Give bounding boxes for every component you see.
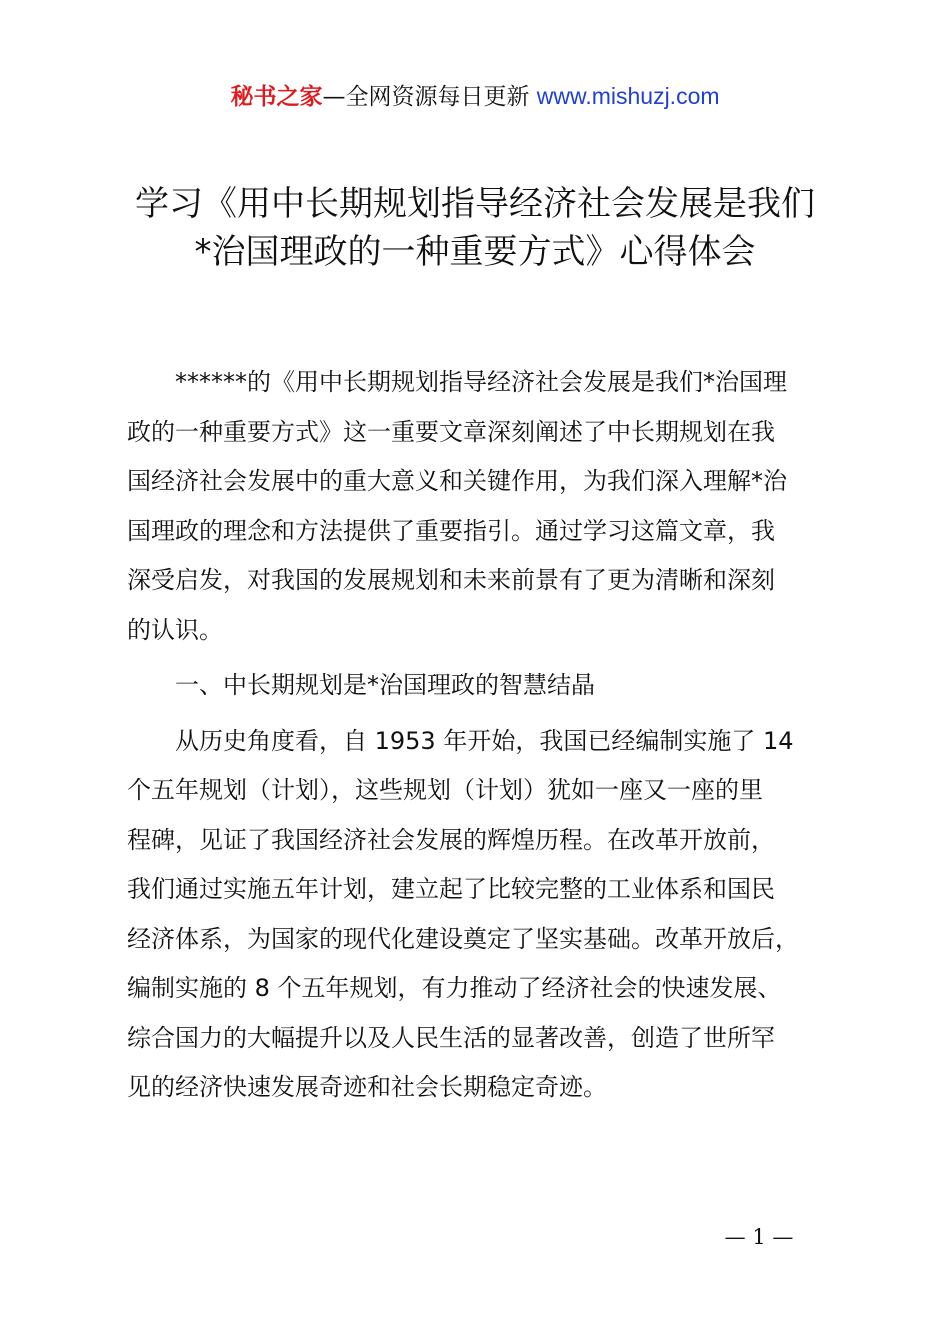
site-url-link[interactable]: www.mishuzj.com <box>536 83 720 109</box>
title-line: *治国理政的一种重要方式》心得体会 <box>194 232 756 272</box>
paragraph-line: 编制实施的 8 个五年规划，有力推动了经济社会的快速发展、 <box>127 974 782 1002</box>
paragraph-line: ******的《用中长期规划指导经济社会发展是我们*治国理 <box>127 368 787 396</box>
brand-name: 秘书之家 <box>230 84 323 110</box>
site-header <box>0 80 950 113</box>
intro-paragraph <box>127 358 832 655</box>
paragraph-line: 综合国力的大幅提升以及人民生活的显著改善，创造了世所罕 <box>127 1023 775 1052</box>
document-body <box>127 358 832 1119</box>
header-tagline: —全网资源每日更新 <box>322 84 537 110</box>
paragraph-line: 个五年规划（计划），这些规划（计划）犹如一座又一座的里 <box>127 776 763 804</box>
section-heading: 一、中长期规划是*治国理政的智慧结晶 <box>127 671 595 699</box>
document-title <box>60 180 890 276</box>
paragraph-line: 政的一种重要方式》这一重要文章深刻阐述了中长期规划在我 <box>127 417 775 446</box>
page-number: — 1 — <box>724 1225 794 1249</box>
paragraph-line: 见的经济快速发展奇迹和社会长期稳定奇迹。 <box>127 1073 607 1101</box>
paragraph-line: 国经济社会发展中的重大意义和关键作用，为我们深入理解*治 <box>127 467 787 495</box>
paragraph-line: 我们通过实施五年计划，建立起了比较完整的工业体系和国民 <box>127 875 775 903</box>
paragraph-line: 从历史角度看，自 1953 年开始，我国已经编制实施了 14 <box>127 726 794 755</box>
paragraph-line: 的认识。 <box>127 615 223 644</box>
title-line: 学习《用中长期规划指导经济社会发展是我们 <box>135 184 815 224</box>
paragraph-line: 深受启发，对我国的发展规划和未来前景有了更为清晰和深刻 <box>127 566 775 594</box>
paragraph-line: 经济体系，为国家的现代化建设奠定了坚实基础。改革开放后， <box>127 924 799 953</box>
paragraph-line: 国理政的理念和方法提供了重要指引。通过学习这篇文章，我 <box>127 516 775 545</box>
section-paragraph <box>127 717 832 1113</box>
paragraph-line: 程碑，见证了我国经济社会发展的辉煌历程。在改革开放前， <box>127 825 775 854</box>
